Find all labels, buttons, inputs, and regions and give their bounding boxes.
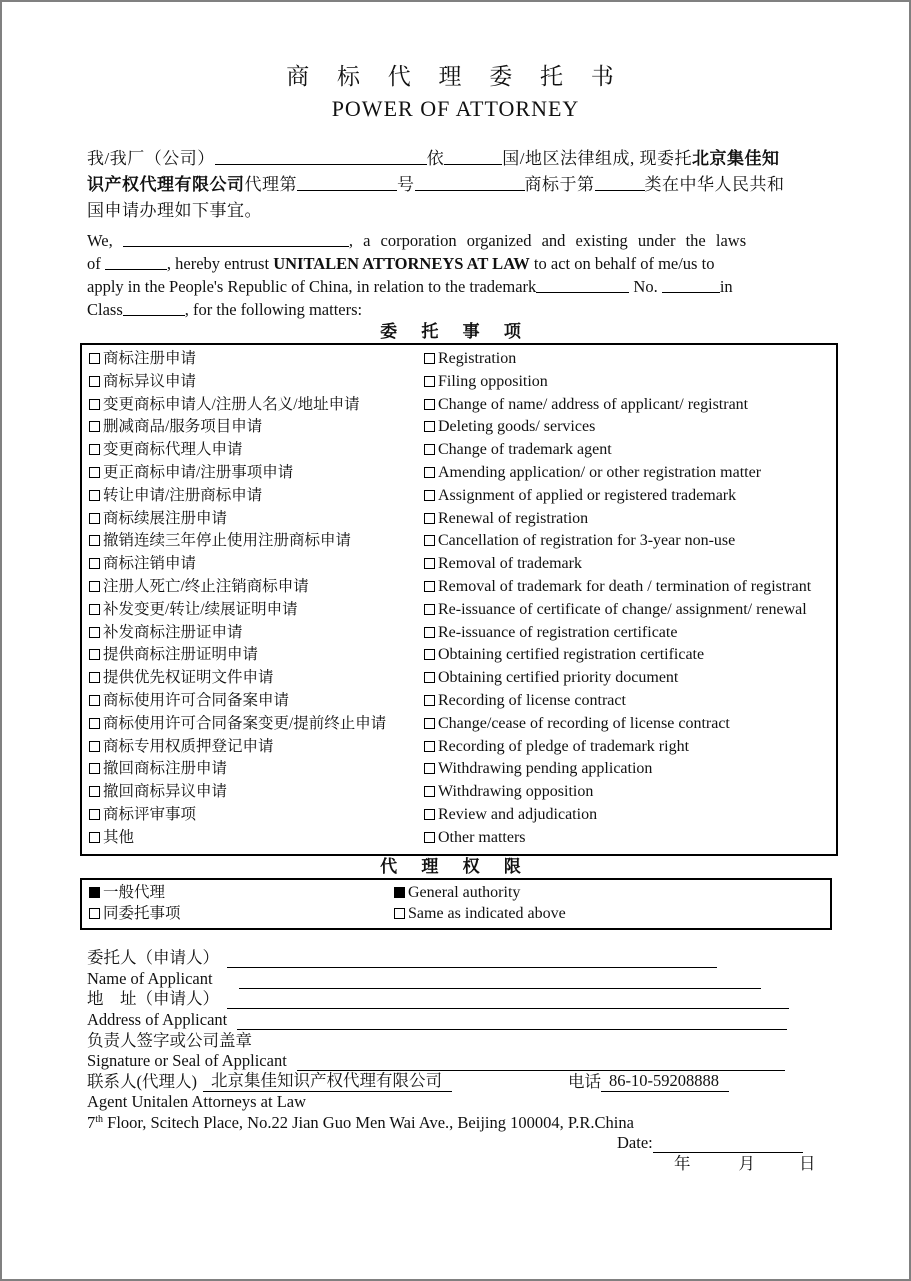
intro-cn-text: 商标于第 (524, 175, 595, 194)
matter-checkbox-en[interactable] (424, 695, 435, 706)
matter-row (89, 713, 836, 736)
matter-row (89, 530, 836, 553)
matter-label-cn: 转让申请/注册商标申请 (103, 486, 263, 504)
matter-label-cn: 商标注销申请 (103, 555, 197, 573)
matter-label-en: Re-issuance of registration certificate (438, 623, 678, 641)
matter-checkbox-en[interactable] (424, 763, 435, 774)
matter-checkbox-cn[interactable] (89, 467, 100, 478)
matter-label-en: Obtaining certified registration certificate (438, 646, 705, 664)
matter-checkbox-en[interactable] (424, 399, 435, 410)
intro-paragraph-en (87, 229, 829, 321)
agent-address: 7th Floor, Scitech Place, No.22 Jian Guo Men Wai Ave., Beijing 100004, P.R.China (87, 1112, 634, 1132)
country-blank-en[interactable] (105, 255, 167, 270)
matter-checkbox-cn[interactable] (89, 718, 100, 729)
matter-checkbox-en[interactable] (424, 741, 435, 752)
contact-label: 联系人(代理人) (87, 1071, 197, 1091)
matter-checkbox-en[interactable] (424, 490, 435, 501)
matter-checkbox-en[interactable] (424, 672, 435, 683)
matter-label-cn: 商标评审事项 (103, 805, 197, 823)
matter-row (89, 804, 836, 827)
signature-section (87, 948, 829, 1175)
matter-label-en: Amending application/ or other registration matter (438, 463, 762, 481)
intro-cn-text: 国申请办理如下事宜。 (87, 201, 262, 220)
matter-row (89, 553, 836, 576)
trademark-blank-cn[interactable] (415, 176, 525, 191)
matter-checkbox-cn[interactable] (89, 786, 100, 797)
address-label-cn: 地 址（申请人） (87, 989, 219, 1009)
matter-checkbox-cn[interactable] (89, 353, 100, 364)
matter-label-cn: 变更商标申请人/注册人名义/地址申请 (103, 395, 360, 413)
matter-label-en: Deleting goods/ services (438, 418, 596, 436)
matter-row (89, 394, 836, 417)
matter-row (89, 508, 836, 531)
intro-en-text: No. (633, 277, 658, 296)
intro-en-text: to act on behalf of me/us to (533, 254, 715, 273)
matter-row (89, 622, 836, 645)
intro-paragraph-cn (87, 146, 829, 224)
matter-row (89, 485, 836, 508)
date-label: Date: (617, 1133, 653, 1153)
matter-checkbox-en[interactable] (424, 513, 435, 524)
matter-label-cn: 商标使用许可合同备案变更/提前终止申请 (103, 714, 387, 732)
matter-label-en: Removal of trademark (438, 555, 582, 573)
intro-cn-text: 国/地区法律组成, 现委托 (502, 149, 692, 168)
matter-label-cn: 商标专用权质押登记申请 (103, 737, 274, 755)
authority-checkbox-cn[interactable] (89, 908, 100, 919)
intro-cn-text: 我/我厂（公司） (87, 149, 215, 168)
agent-name-cn-part2: 识产权代理有限公司 (87, 175, 245, 194)
contact-agent-name: 北京集佳知识产权代理有限公司 (203, 1067, 452, 1092)
authority-row (89, 903, 830, 925)
matter-checkbox-en[interactable] (424, 627, 435, 638)
phone-value: 86-10-59208888 (601, 1071, 729, 1092)
matter-checkbox-en[interactable] (424, 809, 435, 820)
matter-label-cn: 补发变更/转让/续展证明申请 (103, 600, 298, 618)
matter-row (89, 736, 836, 759)
matter-row (89, 416, 836, 439)
intro-cn-text: 依 (426, 149, 445, 168)
matter-checkbox-cn[interactable] (89, 376, 100, 387)
matter-row (89, 644, 836, 667)
class-blank-en[interactable] (123, 301, 185, 316)
matter-row (89, 439, 836, 462)
matter-label-cn: 变更商标代理人申请 (103, 441, 243, 459)
phone-label: 电话 (568, 1071, 601, 1091)
company-name-blank-en[interactable] (123, 232, 349, 247)
matter-label-en: Removal of trademark for death / termination of registrant (438, 577, 812, 595)
matter-checkbox-cn[interactable] (89, 763, 100, 774)
matter-row (89, 758, 836, 781)
matter-label-en: Filing opposition (438, 372, 548, 390)
matter-checkbox-en[interactable] (424, 832, 435, 843)
year-label: 年 (674, 1154, 691, 1174)
matter-label-en: Assignment of applied or registered trademark (438, 486, 737, 504)
matter-checkbox-cn[interactable] (89, 809, 100, 820)
matter-label-cn: 商标使用许可合同备案申请 (103, 691, 290, 709)
intro-cn-text: 代理第 (244, 175, 297, 194)
intro-en-text: apply in the People's Republic of China, in relation to the trademark (87, 277, 537, 296)
matter-checkbox-en[interactable] (424, 786, 435, 797)
matter-row (89, 667, 836, 690)
intro-en-text: , hereby entrust (166, 254, 270, 273)
address-field-cn[interactable] (227, 992, 789, 1009)
address-field-en[interactable] (237, 1013, 787, 1030)
matter-row (89, 462, 836, 485)
matter-checkbox-cn[interactable] (89, 421, 100, 432)
matter-checkbox-cn[interactable] (89, 741, 100, 752)
intro-en-text: , a corporation organized and existing under the laws (348, 231, 747, 250)
matter-label-en: Re-issuance of certificate of change/ assignment/ renewal (438, 600, 807, 618)
matter-checkbox-cn[interactable] (89, 672, 100, 683)
intro-en-text: of (87, 254, 101, 273)
authority-checkbox-en[interactable] (394, 887, 405, 898)
matter-checkbox-en[interactable] (424, 718, 435, 729)
matter-checkbox-cn[interactable] (89, 695, 100, 706)
matter-label-en: Review and adjudication (438, 805, 598, 823)
matter-label-en: Obtaining certified priority document (438, 669, 679, 687)
matter-checkbox-en[interactable] (424, 558, 435, 569)
authority-header: 代 理 权 限 (380, 856, 531, 876)
matter-checkbox-cn[interactable] (89, 649, 100, 660)
agent-name-cn-part1: 北京集佳知 (691, 149, 780, 168)
document-title-en: POWER OF ATTORNEY (331, 96, 580, 121)
applicant-label-cn: 委托人（申请人） (87, 948, 219, 968)
class-blank-cn[interactable] (595, 176, 645, 191)
matter-row (89, 348, 836, 371)
matter-label-cn: 商标注册申请 (103, 350, 197, 367)
matter-row (89, 827, 836, 850)
matter-label-cn: 撤回商标注册申请 (103, 760, 228, 778)
matter-label-cn: 提供优先权证明文件申请 (103, 669, 274, 687)
matter-label-cn: 注册人死亡/终止注销商标申请 (103, 577, 309, 595)
matter-checkbox-cn[interactable] (89, 604, 100, 615)
authority-label-en: Same as indicated above (408, 905, 566, 923)
applicant-label-en: Name of Applicant (87, 968, 213, 988)
applicant-name-field-cn[interactable] (227, 951, 717, 968)
matter-label-en: Change/cease of recording of license contract (438, 714, 730, 732)
authority-row (89, 882, 830, 904)
matter-label-en: Renewal of registration (438, 509, 589, 527)
document-title-cn: 商 标 代 理 委 托 书 (286, 64, 625, 89)
number-blank-en[interactable] (662, 278, 720, 293)
signature-label-en: Signature or Seal of Applicant (87, 1051, 287, 1071)
address-label-en: Address of Applicant (87, 1009, 228, 1029)
matter-checkbox-cn[interactable] (89, 627, 100, 638)
matter-row (89, 576, 836, 599)
intro-en-text: Class (87, 300, 123, 319)
ordinal-suffix: th (95, 1113, 104, 1125)
applicant-name-field-en[interactable] (239, 972, 761, 989)
authority-checkbox-en[interactable] (394, 908, 405, 919)
day-label: 日 (799, 1154, 816, 1174)
matter-label-en: Recording of pledge of trademark right (438, 737, 690, 755)
matter-label-en: Change of name/ address of applicant/ registrant (438, 395, 749, 413)
matter-checkbox-cn[interactable] (89, 535, 100, 546)
matter-label-cn: 撤回商标异议申请 (103, 783, 228, 801)
matter-checkbox-en[interactable] (424, 421, 435, 432)
matter-label-cn: 删减商品/服务项目申请 (103, 418, 263, 436)
signature-label-cn: 负责人签字或公司盖章 (87, 1030, 252, 1050)
matter-checkbox-cn[interactable] (89, 399, 100, 410)
matter-label-en: Other matters (438, 828, 526, 846)
matter-label-en: Cancellation of registration for 3-year non-use (438, 532, 736, 550)
matter-checkbox-cn[interactable] (89, 444, 100, 455)
intro-en-text: We, (87, 231, 113, 250)
authority-label-en: General authority (408, 883, 521, 901)
matter-label-cn: 提供商标注册证明申请 (103, 646, 259, 664)
entrusted-matters-header: 委 托 事 项 (380, 322, 531, 341)
intro-cn-text: 类在中华人民共和 (644, 175, 785, 194)
matter-label-en: Recording of license contract (438, 691, 626, 709)
matter-row (89, 690, 836, 713)
intro-en-text: , for the following matters: (184, 300, 363, 319)
matter-checkbox-en[interactable] (424, 444, 435, 455)
matter-checkbox-en[interactable] (424, 467, 435, 478)
matter-checkbox-en[interactable] (424, 649, 435, 660)
matter-checkbox-en[interactable] (424, 376, 435, 387)
authority-label-cn: 同委托事项 (103, 905, 181, 923)
matter-label-en: Withdrawing pending application (438, 760, 653, 778)
matter-label-en: Registration (438, 350, 517, 367)
matter-checkbox-en[interactable] (424, 604, 435, 615)
matter-row (89, 599, 836, 622)
authority-checkbox-cn[interactable] (89, 887, 100, 898)
matter-row (89, 371, 836, 394)
matter-checkbox-cn[interactable] (89, 513, 100, 524)
matter-checkbox-cn[interactable] (89, 581, 100, 592)
matter-checkbox-cn[interactable] (89, 490, 100, 501)
agent-name-en: UNITALEN ATTORNEYS AT LAW (273, 254, 530, 273)
matter-label-cn: 商标异议申请 (103, 372, 197, 390)
agent-name-en-footer: Agent Unitalen Attorneys at Law (87, 1092, 307, 1112)
matter-checkbox-cn[interactable] (89, 558, 100, 569)
matter-label-en: Change of trademark agent (438, 441, 612, 459)
trademark-number-blank-cn[interactable] (297, 176, 397, 191)
authority-label-cn: 一般代理 (103, 883, 166, 901)
matter-checkbox-en[interactable] (424, 581, 435, 592)
matter-checkbox-cn[interactable] (89, 832, 100, 843)
matter-label-cn: 其他 (103, 828, 135, 846)
intro-cn-text: 号 (397, 175, 415, 194)
matter-checkbox-en[interactable] (424, 535, 435, 546)
matter-label-cn: 补发商标注册证申请 (103, 623, 243, 641)
matter-label-en: Withdrawing opposition (438, 783, 594, 801)
entrusted-matters-table (80, 343, 838, 856)
authority-box (80, 878, 832, 930)
month-label: 月 (738, 1154, 755, 1174)
matter-label-cn: 撤销连续三年停止使用注册商标申请 (103, 532, 352, 550)
trademark-blank-en[interactable] (536, 278, 629, 293)
intro-en-text: in (719, 277, 733, 296)
matter-row (89, 781, 836, 804)
matter-label-cn: 商标续展注册申请 (103, 509, 228, 527)
matter-checkbox-en[interactable] (424, 353, 435, 364)
company-name-blank-cn[interactable] (215, 150, 427, 165)
matter-label-cn: 更正商标申请/注册事项申请 (103, 463, 294, 481)
country-blank-cn[interactable] (444, 150, 502, 165)
